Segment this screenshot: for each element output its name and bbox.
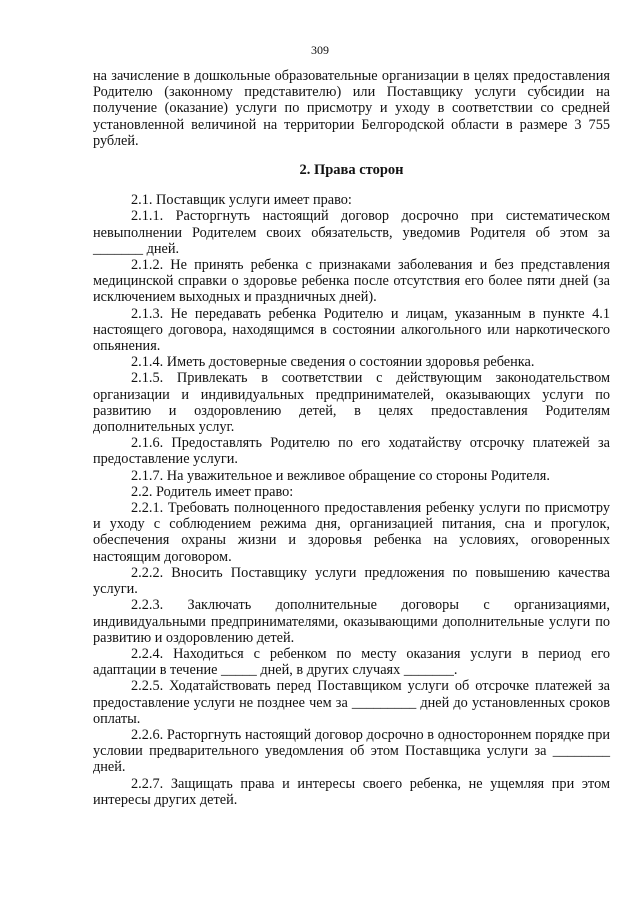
- paragraph-2-1-4: 2.1.4. Иметь достоверные сведения о состоянии здоровья ребенка.: [131, 354, 535, 371]
- paragraph-2-2-2: 2.2.2. Вносить Поставщику услуги предложения по повышению качества услуги.: [93, 564, 610, 598]
- paragraph-2-1-6: 2.1.6. Предоставлять Родителю по его ходатайству отсрочку платежей за предоставление услуги.: [93, 435, 610, 468]
- paragraph-2-2-4: 2.2.4. Находиться с ребенком по месту оказания услуги в период его адаптации в течение _____ дней, в других случаях _______.: [93, 645, 610, 679]
- intro-paragraph: на зачисление в дошкольные образовательные организации в целях предоставления Родителю (законному представителю) или Поставщику услуги субсидии на получение (оказание) услуги по присмотру и уходу в соответствии со средней установленной величиной на территории Белгородской области в размере 3 755 рублей.: [93, 68, 610, 149]
- section-title: 2. Права сторон: [299, 162, 404, 179]
- paragraph-2-1-7: 2.1.7. На уважительное и вежливое обращение со стороны Родителя.: [131, 467, 550, 484]
- paragraph-2-1-1: 2.1.1. Расторгнуть настоящий договор досрочно при систематическом невыполнении Родителем своих обязательств, уведомив Родителя об этом за _______ дней.: [93, 208, 610, 257]
- paragraph-2-2-3: 2.2.3. Заключать дополнительные договоры с организациями, индивидуальными предпринимателями, оказывающими дополнительные услуги по развитию и оздоровлению детей.: [93, 597, 610, 646]
- paragraph-2-1-2: 2.1.2. Не принять ребенка с признаками заболевания и без представления медицинской справки о здоровье ребенка после отсутствия его более пяти дней (за исключением выходных и праздничных дней).: [93, 257, 610, 306]
- paragraph-2-1: 2.1. Поставщик услуги имеет право:: [131, 192, 352, 209]
- paragraph-2-2-5: 2.2.5. Ходатайствовать перед Поставщиком услуги об отсрочке платежей за предоставление услуги не позднее чем за _________ дней до установленных сроков оплаты.: [93, 678, 610, 727]
- paragraph-2-2-1: 2.2.1. Требовать полноценного предоставления ребенку услуги по присмотру и уходу с соблюдением режима дня, организацией питания, сна и прогулок, обеспечения охраны жизни и здоровья ребенка на условиях, оговоренных настоящим договором.: [93, 500, 610, 565]
- paragraph-2-2: 2.2. Родитель имеет право:: [131, 483, 294, 500]
- page-number: 309: [311, 43, 329, 57]
- paragraph-2-1-5: 2.1.5. Привлекать в соответствии с действующим законодательством организации и индивидуальных предпринимателей, оказывающих услуги по развитию и оздоровлению детей, в целях предоставления Родителям дополнительных услуг.: [93, 370, 610, 436]
- paragraph-2-2-7: 2.2.7. Защищать права и интересы своего ребенка, не ущемляя при этом интересы других детей.: [93, 775, 610, 808]
- paragraph-2-2-6: 2.2.6. Расторгнуть настоящий договор досрочно в одностороннем порядке при условии предварительного уведомления об этом Поставщика услуги за ________ дней.: [93, 726, 610, 776]
- paragraph-2-1-3: 2.1.3. Не передавать ребенка Родителю и лицам, указанным в пункте 4.1 настоящего договора, находящимся в состоянии алкогольного или наркотического опьянения.: [93, 305, 610, 355]
- document-body: [93, 68, 610, 808]
